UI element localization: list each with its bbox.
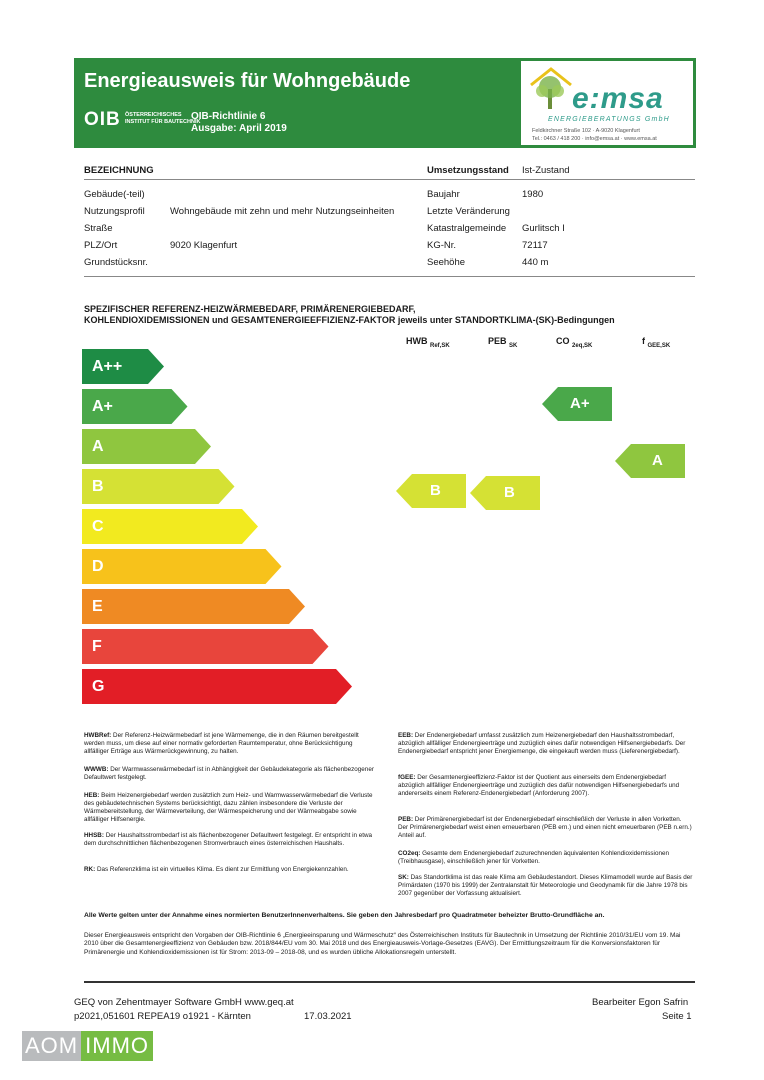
footnote-text: Der Primärenergiebedarf ist der Endenergiebedarf einschließlich der Verluste in allen Vorketten. Der Primärenergiebedarf weist einen erneuerbaren (PEB ern.) und einen nicht erneuerbaren (PEB n.ern.) Anteil auf. [398,816,692,839]
footnote-text: Beim Heizenergiebedarf werden zusätzlich zum Heiz- und Warmwasserwärmebedarf die Verluste des gebäudetechnischen Systems berücksichtigt, dazu zählen insbesondere die Verluste der Wärmebereitstellung, der Wärmeverteilung, der Wärmespeicherung und der Wärmeabgabe sowie allfälliger Hilfsenergie. [84,792,373,823]
footnote-text: Der Haushaltsstrombedarf ist als flächenbezogener Defaultwert festgelegt. Er entspricht in etwa dem durchschnittlichen flächenbezogenen Stromverbrauch eines österreichischen Haushalts. [84,832,373,847]
class-arrow-a: A [82,429,211,464]
footnote [84,766,379,782]
info-label: Straße [84,223,113,234]
info-label: Baujahr [427,189,460,200]
class-arrow-f: F [82,629,329,664]
legal-note: Dieser Energieausweis entspricht den Vorgaben der OIB-Richtlinie 6 „Energieeinsparung und Wärmeschutz“ des Österreichischen Instituts für Bautechnik in Umsetzung der Richtlinie 2010/31/EU vom 19. Mai 2010 über die Gesamtenergieeffizienz von Gebäuden bzw. 2018/844/EU vom 30. Mai 2018 und des Energieausweis-Vorlage-Gesetzes (EAVG). Der Ermittlungszeitraum für die Konversionsfaktoren für Primärenergie und Kohlendioxidemissionen ist für Strom: 2013-09 – 2018-08, und es wurden übliche Allokationsregeln unterstellt. [84,932,681,956]
info-value: 9020 Klagenfurt [170,240,238,251]
footnote-term: CO2eq: [398,850,421,857]
scale-title: SPEZIFISCHER REFERENZ-HEIZWÄRMEBEDARF, PRIMÄRENERGIEBEDARF, KOHLENDIOXIDEMISSIONEN und GESAMTENERGIEEFFIZIENZ-FAKTOR jeweils unter STANDORTKLIMA-(SK)-Bedingungen [84,304,615,325]
footnote-text: Der Referenz-Heizwärmebedarf ist jene Wärmemenge, die in den Räumen bereitgestellt werden muss, um diese auf einer normativ geforderten Raumtemperatur, ohne Berücksichtigung allfälliger Erträge aus Wärmerückgewinnung, zu halten. [84,732,359,755]
rating-indicator-co2: A+ [542,387,612,421]
class-arrow-b: B [82,469,235,504]
divider [84,179,695,180]
footnote-text: Der Gesamtenergieeffizienz-Faktor ist der Quotient aus einerseits dem Endenergiebedarf abzüglich allfälliger Endenergieerträge und zuzüglich des dafür notwendigen Hilfsenergiebedarfs und andererseits einem Referenz-Endenergiebedarf (Anforderung 2007). [398,774,680,797]
consultant-address: Feldkirchner Straße 102 · A-9020 Klagenfurt Tel.: 0463 / 418 200 · info@emsa.at · www.emsa.at [532,128,657,142]
footer-page: Seite 1 [662,1011,692,1022]
footnote-term: HEB: [84,792,100,799]
class-arrow-d: D [82,549,282,584]
class-arrow-e: E [82,589,305,624]
rating-indicator-hwb: B [396,474,466,508]
footnote-term: RK: [84,866,96,873]
info-label: PLZ/Ort [84,240,118,251]
footnote-term: fGEE: [398,774,416,781]
footnote [398,774,693,798]
footnote-text: Der Endenergiebedarf umfasst zusätzlich zum Heizenergiebedarf den Haushaltsstrombedarf, abzüglich allfälliger Endenergieerträge und zuzüglich eines dafür notwendigen Hilfsenergiebedarfs. Der Endenergiebedarf entspricht jener Energiemenge, die eingekauft werden muss (Lieferenergiebedarf). [398,732,686,755]
column-header-peb: PEB $_{SK}$ [488,336,518,349]
footnote-term: EEB: [398,732,414,739]
footnote [398,874,693,898]
class-arrow-g: G [82,669,352,704]
rating-indicator-fgee: A [615,444,685,478]
info-value: Wohngebäude mit zehn und mehr Nutzungseinheiten [170,206,395,217]
class-arrow-aplusplus: A++ [82,349,164,384]
implementation-status-value: Ist-Zustand [522,165,570,176]
column-header-fgee: f $_{GEE,SK}$ [642,336,671,349]
footnote [398,850,693,866]
footnote-term: WWWB: [84,766,109,773]
footnote [398,732,693,756]
footnote-text: Gesamte dem Endenergiebedarf zuzurechnenden äquivalenten Kohlendioxidemissionen (Treibhausgase), einschließlich jener für Vorketten. [398,850,669,865]
info-label: Katastralgemeinde [427,223,507,234]
info-value: 72117 [522,240,548,251]
info-label: Seehöhe [427,257,466,268]
footnote [84,866,379,874]
column-header-hwb: HWB $_{Ref,SK}$ [406,336,450,349]
implementation-status-label: Umsetzungsstand [427,165,509,176]
footnote-term: HWBRef: [84,732,112,739]
footnote [398,816,693,840]
footer-project: p2021,051601 REPEA19 o1921 - Kärnten [74,1011,251,1022]
info-value: 1980 [522,189,544,200]
footnote [84,832,379,848]
footnote-term: PEB: [398,816,414,823]
column-header-co2: CO $_{2eq,SK}$ [556,336,593,349]
footer-editor: Bearbeiter Egon Safrin [592,997,689,1008]
class-arrow-aplus: A+ [82,389,188,424]
info-value: Gurlitsch I [522,223,565,234]
consultant-subtitle: ENERGIEBERATUNGS GmbH [548,116,670,123]
watermark-logo: AOM IMMO [22,1031,153,1061]
footnote-term: HHSB: [84,832,104,839]
consultant-logo-text: e:msa [572,82,664,115]
footnote [84,792,379,824]
info-label: Letzte Veränderung [427,206,510,217]
section-title-bezeichnung: BEZEICHNUNG [84,165,154,176]
info-label: KG-Nr. [427,240,457,251]
document-title: Energieausweis für Wohngebäude [84,70,411,92]
oib-logo: OIB [84,109,121,130]
footnote-term: SK: [398,874,409,881]
class-arrow-c: C [82,509,258,544]
rating-indicator-peb: B [470,476,540,510]
footer-date: 17.03.2021 [304,1011,352,1022]
divider [84,276,695,277]
footnote-text: Das Standortklima ist das reale Klima am Gebäudestandort. Dieses Klimamodell wurde auf Basis der Primärdaten (1970 bis 1999) der Zentralanstalt für Meteorologie und Geodynamik für die Jahre 1978 bis 2007 gegenüber der Vorfassung aktualisiert. [398,874,693,897]
oib-institute-name: ÖSTERREICHISCHES INSTITUT FÜR BAUTECHNIK [125,112,201,125]
tree-house-icon [527,63,575,113]
footer-divider [84,981,695,983]
info-label: Grundstücksnr. [84,257,148,268]
footnote-text: Der Warmwasserwärmebedarf ist in Abhängigkeit der Gebäudekategorie als flächenbezogener Defaultwert festgelegt. [84,766,374,781]
info-label: Gebäude(-teil) [84,189,145,200]
info-label: Nutzungsprofil [84,206,145,217]
guideline-info: OIB-Richtlinie 6 Ausgabe: April 2019 [191,111,287,134]
footnote-text: Das Referenzklima ist ein virtuelles Klima. Es dient zur Ermittlung von Energiekennzahlen. [95,866,349,873]
info-value: 440 m [522,257,549,268]
footnote [84,732,379,756]
footer-software: GEQ von Zehentmayer Software GmbH www.geq.at [74,997,294,1008]
assumption-note: Alle Werte gelten unter der Annahme eines normierten BenutzerInnenverhaltens. Sie geben den Jahresbedarf pro Quadratmeter beheizter Brutto-Grundfläche an. [84,912,605,919]
